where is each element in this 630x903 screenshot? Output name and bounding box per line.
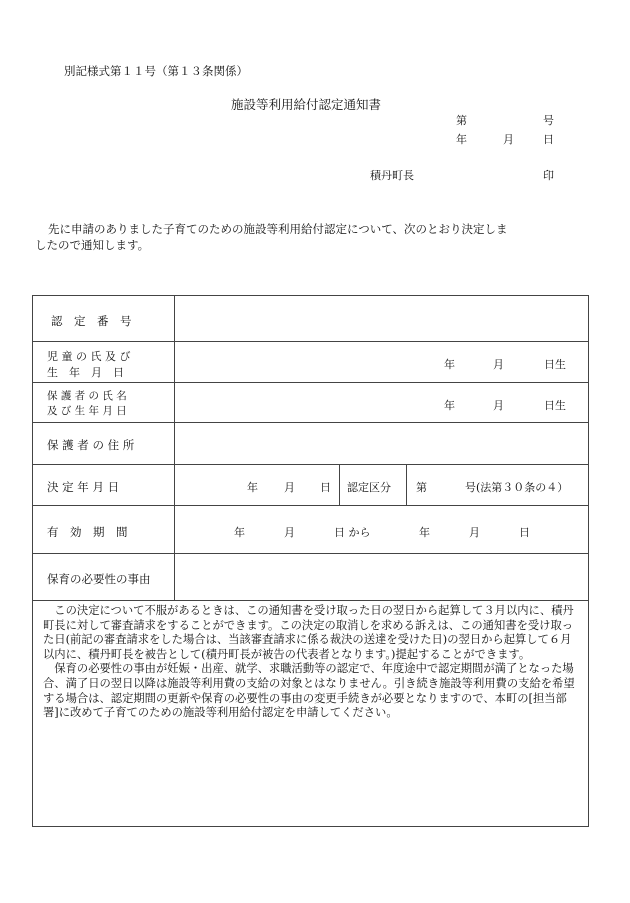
child-birth-day-label: 日生 xyxy=(544,358,566,371)
appeal-notice-paragraph: この決定について不服があるときは、この通知書を受け取った日の翌日から起算して３月以内に、積丹町長に対して審査請求をすることができます。この決定の取消しを求める訴えは、この通知書を受け取った日(前記の審査請求をした場合は、当該審査請求に係る裁決の送達を受けた日)の翌日から起算して６月以内に、積丹町長を被告として(積丹町長が被告の代表者となります。)提起することができます。 xyxy=(43,604,574,661)
expiry-notice-paragraph: 保育の必要性の事由が妊娠・出産、就学、求職活動等の認定で、年度途中で認定期間が満了となった場合、満了日の翌日以降は施設等利用費の支給の対象とはなりません。引き続き施設等利用費の支給を希望する場合は、認定期間の更新や保育の必要性の事由の変更手続きが必要となりますので、本町の[担当部署]に改めて子育てのための施設等利用給付認定を申請してください。 xyxy=(43,662,575,720)
validity-start-day-label: 日 から xyxy=(334,526,371,539)
validity-end-year-label: 年 xyxy=(419,526,430,539)
date-day-label: 日 xyxy=(543,133,554,146)
validity-end-day-label: 日 xyxy=(519,526,530,539)
cell-divider xyxy=(339,464,340,505)
issuer-name: 積丹町長 xyxy=(370,169,414,182)
child-label-line-1: 児 童 の 氏 及 び xyxy=(47,350,131,363)
child-birth-year-label: 年 xyxy=(444,358,455,371)
certification-table xyxy=(32,295,589,827)
decision-day-label: 日 xyxy=(320,481,331,494)
guardian-label-line-2: 及 び 生 年 月 日 xyxy=(47,405,127,417)
cert-class-label: 認定区分 xyxy=(347,481,391,494)
row-divider xyxy=(33,382,588,383)
cell-divider xyxy=(406,464,407,505)
notice-text xyxy=(43,604,581,721)
date-month-label: 月 xyxy=(503,133,514,146)
document-title: 施設等利用給付認定通知書 xyxy=(231,97,382,112)
intro-line-1: 先に申請のありました子育てのための施設等利用給付認定について、次のとおり決定しま xyxy=(48,222,508,236)
label-column-divider xyxy=(174,296,175,600)
form-number: 別記様式第１１号（第１３条関係） xyxy=(64,64,248,78)
row-divider xyxy=(33,341,588,342)
seal-mark: 印 xyxy=(543,169,554,182)
notice-section xyxy=(33,600,588,826)
child-birth-month-label: 月 xyxy=(493,358,504,371)
date-year-label: 年 xyxy=(456,133,467,146)
childcare-necessity-label: 保育の必要性の事由 xyxy=(47,572,151,586)
validity-period-label: 有 効 期 間 xyxy=(47,525,128,539)
validity-start-year-label: 年 xyxy=(234,526,245,539)
cert-number-label: 認 定 番 号 xyxy=(51,314,132,328)
guardian-birth-year-label: 年 xyxy=(444,399,455,412)
cert-class-prefix: 第 xyxy=(416,481,427,494)
number-prefix: 第 xyxy=(456,114,467,127)
child-label-line-2: 生 年 月 日 xyxy=(47,366,124,379)
guardian-birth-day-label: 日生 xyxy=(544,399,566,412)
validity-start-month-label: 月 xyxy=(284,526,295,539)
row-divider xyxy=(33,553,588,554)
validity-end-month-label: 月 xyxy=(469,526,480,539)
cert-class-suffix: 号(法第３０条の４） xyxy=(465,481,569,494)
decision-date-label: 決 定 年 月 日 xyxy=(47,480,120,494)
decision-year-label: 年 xyxy=(247,481,258,494)
decision-month-label: 月 xyxy=(284,481,295,494)
row-divider xyxy=(33,505,588,506)
row-divider xyxy=(33,422,588,423)
guardian-address-label: 保 護 者 の 住 所 xyxy=(47,438,135,452)
intro-line-2: したので通知します。 xyxy=(35,238,150,252)
guardian-label-line-1: 保 護 者 の 氏 名 xyxy=(47,390,127,402)
number-suffix: 号 xyxy=(543,114,554,127)
guardian-birth-month-label: 月 xyxy=(493,399,504,412)
row-divider xyxy=(33,464,588,465)
